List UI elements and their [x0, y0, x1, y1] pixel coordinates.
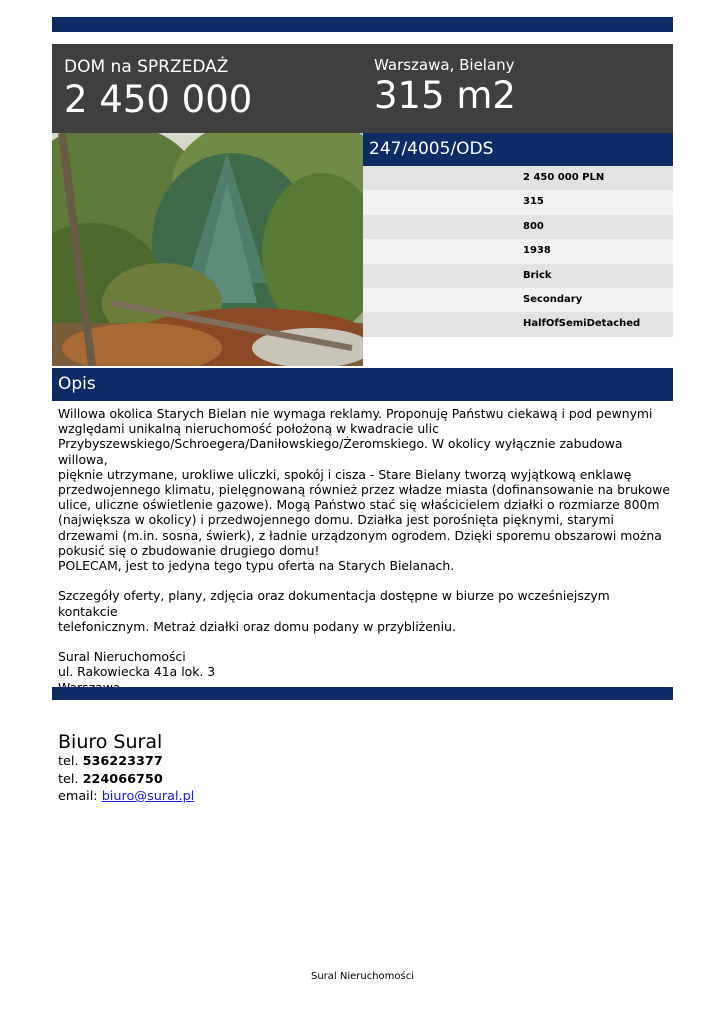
paragraph-gap [58, 573, 670, 588]
top-accent-bar [52, 17, 673, 32]
phone-number-2[interactable]: 224066750 [82, 771, 163, 787]
param-building-type: HalfOfSemiDetached [363, 312, 673, 336]
description-line: Szczegóły oferty, plany, zdjęcia oraz dokumentacja dostępne w biurze po wcześniejszym kontakcie [58, 588, 610, 619]
agency-street: ul. Rakowiecka 41a lok. 3 [58, 664, 216, 680]
param-year: 1938 [363, 239, 673, 263]
email-link[interactable]: biuro@sural.pl [101, 789, 195, 804]
listing-location: Warszawa, Bielany [374, 56, 515, 74]
description-line: Willowa okolica Starych Bielan nie wymaga reklamy. Proponuję Państwu ciekawą i pod pewnymi [58, 406, 653, 421]
contact-block [58, 731, 194, 806]
reference-number: 247/4005/ODS [363, 133, 673, 166]
description-line: względami unikalną nieruchomość położoną w kwadracie ulic [58, 421, 439, 437]
description-line: pięknie utrzymane, urokliwe uliczki, spokój i cisza - Stare Bielany tworzą wyjątkową enklawę [58, 466, 632, 482]
listing-area: 315 m2 [374, 74, 516, 117]
listing-price: 2 450 000 [64, 78, 253, 121]
property-photo [52, 133, 363, 366]
paragraph-gap [58, 634, 670, 649]
page-footer: Sural Nieruchomości [310, 971, 415, 982]
email-line [58, 788, 194, 806]
description-line: (największa w okolicy) i przedwojennego domu. Działka jest porośnięta pięknymi, starymi [58, 512, 614, 528]
phone-line-2 [58, 771, 194, 789]
description-line: POLECAM, jest to jedyna tego typu oferta na Starych Bielanach. [58, 558, 455, 574]
email-label: email: [58, 789, 98, 804]
description-line: drzewami (m.in. sosna, świerk), z ładnie urządzonym ogrodem. Dzięki sporemu obszarowi można [58, 527, 662, 543]
agency-name: Sural Nieruchomości [58, 649, 186, 665]
description-line: telefonicznym. Metraż działki oraz domu podany w przybliżeniu. [58, 618, 456, 634]
description-line: ulice, uliczne oświetlenie gazowe). Mogą Państwo stać się właścicielem działki o rozmiarze 800m [58, 497, 660, 513]
listing-type: DOM na SPRZEDAŻ [64, 57, 229, 77]
description-text [58, 406, 670, 695]
param-plot: 800 [363, 215, 673, 239]
phone-number-1[interactable]: 536223377 [82, 754, 163, 769]
param-market: Secondary [363, 288, 673, 312]
param-material: Brick [363, 264, 673, 288]
description-line: pokusić się o zbudowanie drugiego domu! [58, 542, 320, 558]
divider-bar [52, 687, 673, 700]
tel-label: tel. [58, 754, 79, 769]
phone-line-1 [58, 753, 194, 771]
param-price: 2 450 000 PLN [363, 166, 673, 190]
description-heading: Opis [52, 368, 673, 401]
param-area: 315 [363, 190, 673, 214]
office-name: Biuro Sural [58, 731, 163, 753]
params-table [363, 166, 673, 337]
tel-label: tel. [58, 771, 79, 787]
listing-header [52, 44, 673, 133]
description-line: przedwojennego klimatu, pielęgnowaną również przez władze miasta (dofinansowanie na brukowe [58, 482, 670, 498]
description-line: Przybyszewskiego/Schroegera/Daniłowskiego/Żeromskiego. W okolicy wyłącznie zabudowa willowa, [58, 436, 623, 467]
